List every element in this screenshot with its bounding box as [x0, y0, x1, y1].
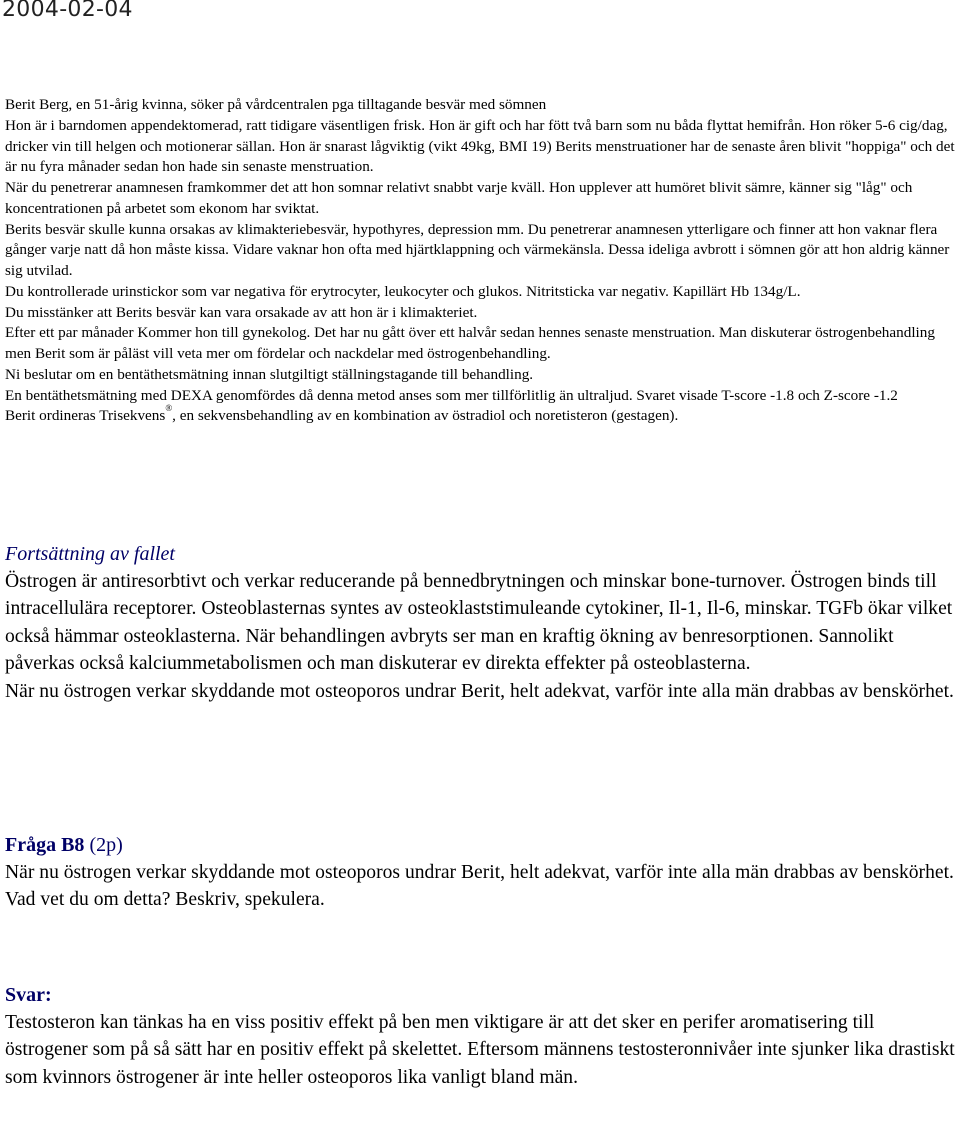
case-paragraph: En bentäthetsmätning med DEXA genomfördes då denna metod anses som mer tillförlitlig än ultraljud. Svaret visade T-score -1.8 och Z-score -1.2: [5, 386, 898, 404]
case-paragraph: Du kontrollerade urinstickor som var negativa för erytrocyter, leukocyter och glukos. Nitritsticka var negativ. Kapillärt Hb 134g/L.: [5, 282, 801, 300]
case-description: [5, 95, 960, 427]
question-paragraph: När nu östrogen verkar skyddande mot osteoporos undrar Berit, helt adekvat, varför inte alla män drabbas av benskörhet.: [5, 862, 954, 883]
case-paragraph: Du misstänker att Berits besvär kan vara orsakade av att hon är i klimakteriet.: [5, 303, 478, 321]
case-paragraph: När du penetrerar anamnesen framkommer det att hon somnar relativt snabbt varje kväll. Hon upplever att humöret blivit sämre, känner sig "låg" och koncentrationen på arbetet som ekonom har sviktat.: [5, 179, 913, 217]
continuation-heading: Fortsättning av fallet: [5, 543, 175, 565]
continuation-body: [5, 568, 960, 705]
case-paragraph: Hon är i barndomen appendektomerad, ratt tidigare väsentligen frisk. Hon är gift och har fött två barn som nu båda flyttat hemifrån. Hon röker 5-6 cig/dag, dricker vin till helgen och motionerar sällan. Hon är snarast lågviktig (vikt 49kg, BMI 19) Berits menstruationer har de senaste åren blivit "hoppiga" och det är nu fyra månader sedan hon hade sin senaste menstruation.: [5, 116, 955, 176]
answer-heading: Svar:: [5, 984, 52, 1006]
case-paragraph: Efter ett par månader Kommer hon till gynekolog. Det har nu gått över ett halvår sedan hennes senaste menstruation. Man diskuterar östrogenbehandling men Berit som är påläst vill veta mer om fördelar och nackdelar med östrogenbehandling.: [5, 324, 935, 362]
question-paragraph: Vad vet du om detta? Beskriv, spekulera.: [5, 889, 325, 911]
answer-body: [5, 1009, 960, 1091]
question-body: [5, 859, 960, 914]
continuation-paragraph: När nu östrogen verkar skyddande mot osteoporos undrar Berit, helt adekvat, varför inte alla män drabbas av benskörhet.: [5, 680, 954, 702]
case-paragraph: Ni beslutar om en bentäthetsmätning innan slutgiltigt ställningstagande till behandling.: [5, 365, 534, 383]
question-points: (2p): [84, 834, 123, 856]
continuation-paragraph: Östrogen är antiresorbtivt och verkar reducerande på bennedbrytningen och minskar bone-turnover. Östrogen binds till intracellulära receptorer. Osteoblasternas syntes av osteoklaststimuleande cytokiner, Il-1, Il-6, minskar. TGFb ökar vilket också hämmar osteoklasterna. När behandlingen avbryts ser man en kraftig ökning av benresorptionen. Sannolikt påverkas också kalciummetabolismen och man diskuterar ev direkta effekter på osteoblasterna.: [5, 571, 953, 675]
question-label: Fråga B8: [5, 834, 85, 856]
registered-mark: ®: [165, 403, 173, 414]
case-paragraph: Berit Berg, en 51-årig kvinna, söker på vårdcentralen pga tilltagande besvär med sömnen: [5, 96, 547, 113]
date-header: 2004-02-04: [2, 0, 133, 22]
prescription-text-rest: , en sekvensbehandling av en kombination av östradiol och noretisteron (gestagen).: [172, 407, 679, 425]
question-heading: [5, 832, 123, 859]
answer-paragraph: Testosteron kan tänkas ha en viss positiv effekt på ben men viktigare är att det sker en perifer aromatisering till östrogener som på så sätt har en positiv effekt på skelettet. Eftersom männens testosteronnivåer inte sjunker lika drastiskt som kvinnors östrogener är inte heller osteoporos lika vanligt bland män.: [5, 1012, 955, 1088]
case-paragraph: [5, 403, 960, 427]
case-paragraph: Berits besvär skulle kunna orsakas av klimakteriebesvär, hypothyres, depression mm. Du penetrerar anamnesen ytterligare och finner att hon vaknar flera gånger varje natt då hon måste kissa. Vidare vaknar hon ofta med hjärtklappning och värmekänsla. Dessa ideliga avbrott i sömnen gör att hon aldrig känner sig utvilad.: [5, 220, 950, 279]
prescription-text: Berit ordineras Trisekvens: [5, 407, 166, 425]
